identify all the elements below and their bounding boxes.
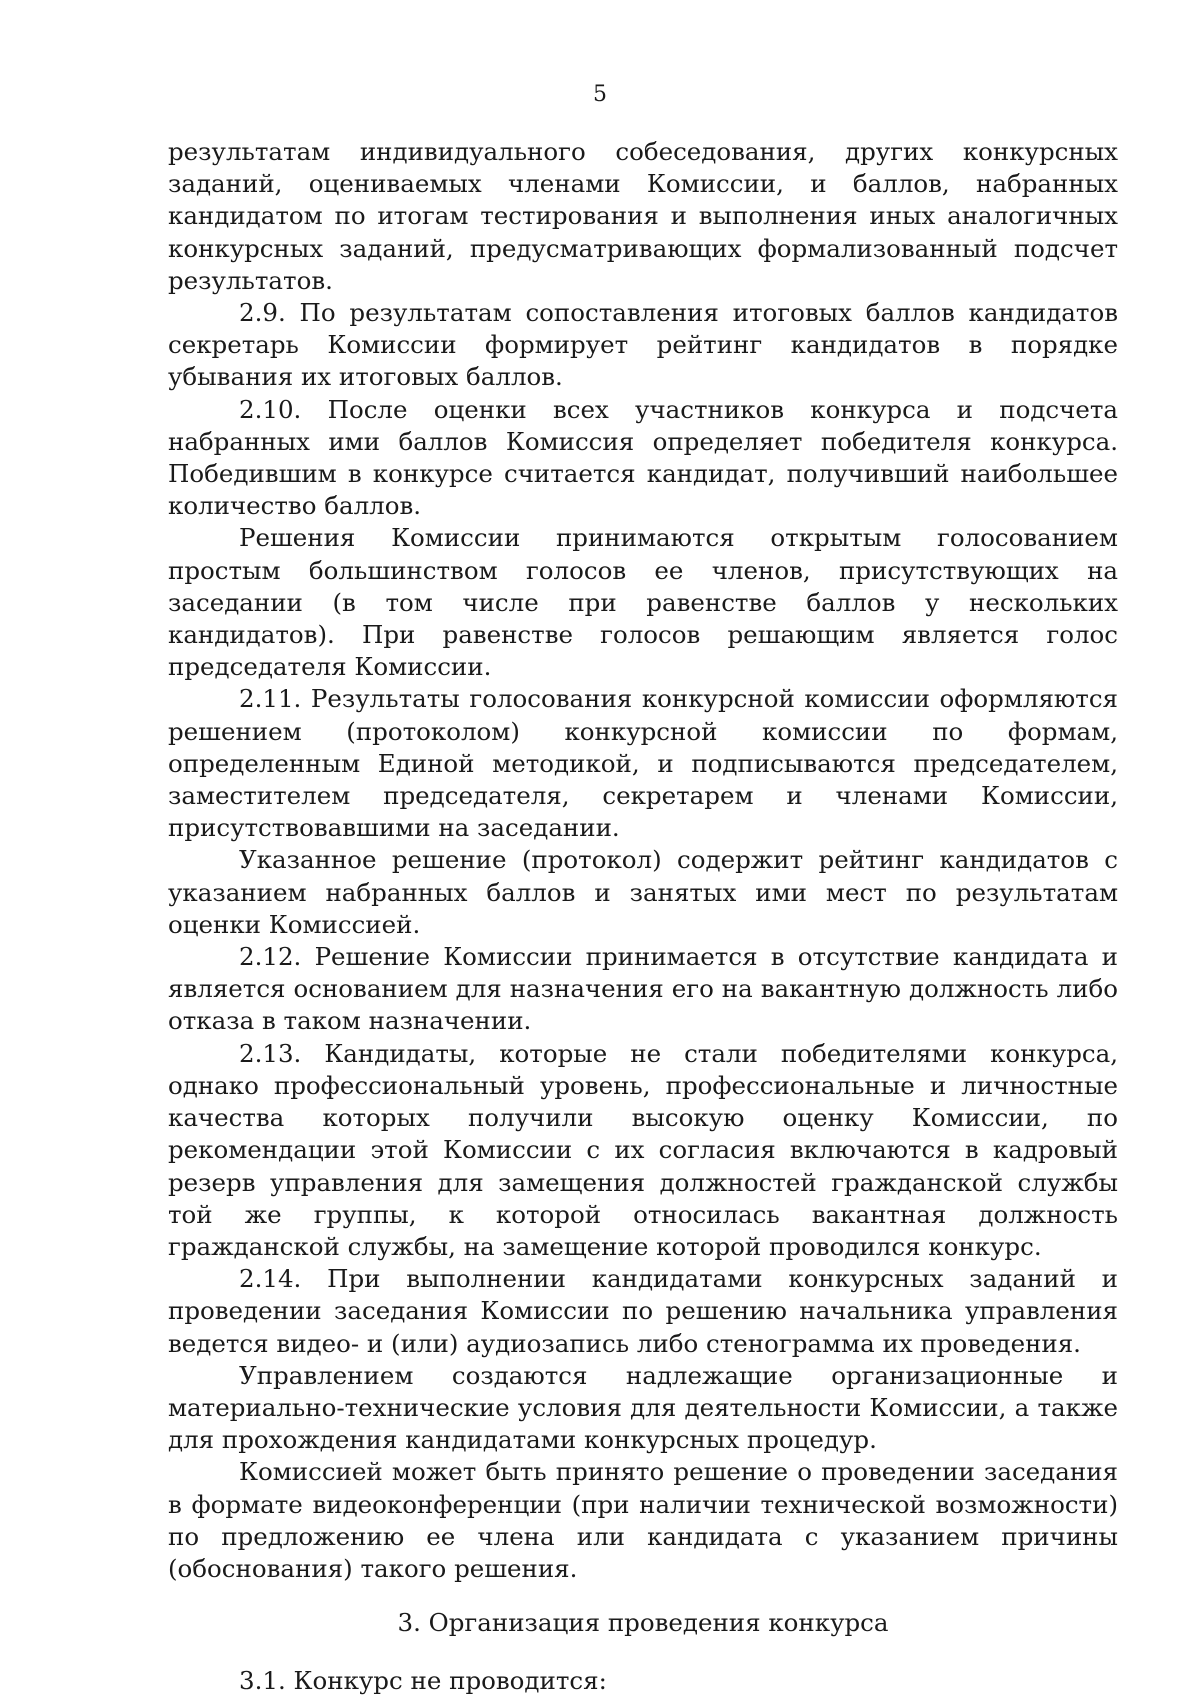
page-number: 5: [593, 82, 607, 107]
paragraph-2-12: 2.12. Решение Комиссии принимается в отсутствие кандидата и является основанием для назначения его на вакантную должность либо отказа в таком назначении.: [168, 942, 1118, 1036]
paragraph-3-1: 3.1. Конкурс не проводится:: [239, 1666, 607, 1696]
paragraph-2-11: 2.11. Результаты голосования конкурсной комиссии оформляются решением (протоколом) конкурсной комиссии по формам, определенным Единой методикой, и подписываются председателем, заместителем председателя, секретарем и членами Комиссии, присутствовавшими на заседании.: [168, 684, 1118, 843]
paragraph-2-10: 2.10. После оценки всех участников конкурса и подсчета набранных ими баллов Комиссия определяет победителя конкурса. Победившим в конкурсе считается кандидат, получивший наибольшее количество баллов.: [168, 394, 1118, 521]
paragraph-2-14: 2.14. При выполнении кандидатами конкурсных заданий и проведении заседания Комиссии по решению начальника управления ведется видео- и (или) аудиозапись либо стенограмма их проведения.: [168, 1264, 1118, 1358]
paragraph-videoconference: Комиссией может быть принято решение о проведении заседания в формате видеоконференции (при наличии технической возможности) по предложению ее члена или кандидата с указанием причины (обоснования) такого решения.: [168, 1457, 1118, 1583]
paragraph-conditions: Управлением создаются надлежащие организационные и материально-технические условия для деятельности Комиссии, а также для прохождения кандидатами конкурсных процедур.: [168, 1360, 1118, 1455]
document-body: [168, 136, 1118, 1698]
paragraph-2-13: 2.13. Кандидаты, которые не стали победителями конкурса, однако профессиональный уровень, профессиональные и личностные качества которых получили высокую оценку Комиссии, по рекомендации этой Комиссии с их согласия включаются в кадровый резерв управления для замещения должностей гражданской службы той же группы, к которой относилась вакантная должность гражданской службы, на замещение которой проводился конкурс.: [168, 1038, 1118, 1261]
paragraph-continuation: результатам индивидуального собеседования, других конкурсных заданий, оцениваемых членами Комиссии, и баллов, набранных кандидатом по итогам тестирования и выполнения иных аналогичных конкурсных заданий, предусматривающих формализованный подсчет результатов.: [168, 137, 1118, 295]
paragraph-decisions: Решения Комиссии принимаются открытым голосованием простым большинством голосов ее членов, присутствующих на заседании (в том числе при равенстве баллов у нескольких кандидатов). При равенстве голосов решающим является голос председателя Комиссии.: [168, 523, 1118, 682]
paragraph-2-9: 2.9. По результатам сопоставления итоговых баллов кандидатов секретарь Комиссии формирует рейтинг кандидатов в порядке убывания их итоговых баллов.: [168, 298, 1118, 392]
paragraph-protocol: Указанное решение (протокол) содержит рейтинг кандидатов с указанием набранных баллов и занятых ими мест по результатам оценки Комиссией.: [168, 845, 1118, 939]
section-heading: 3. Организация проведения конкурса: [397, 1608, 889, 1638]
